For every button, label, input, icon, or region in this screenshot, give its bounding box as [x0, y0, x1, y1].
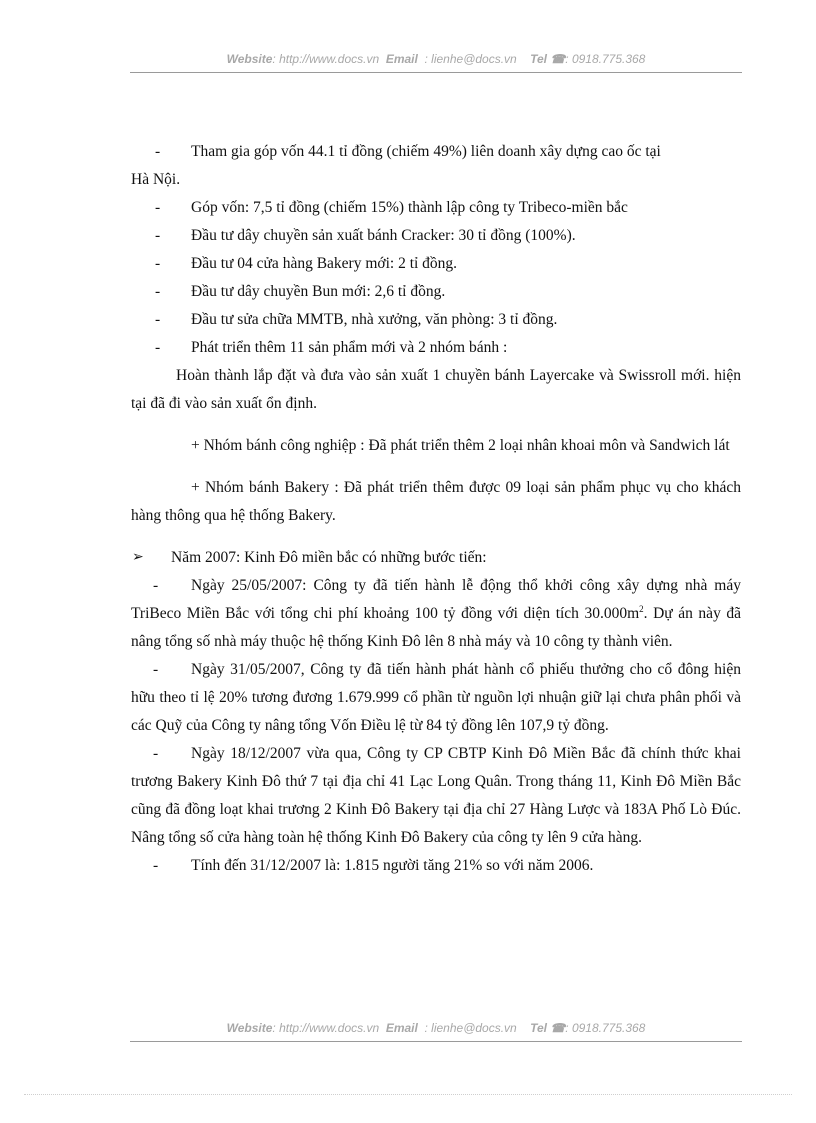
heading-text: Năm 2007: Kinh Đô miền bắc có những bước tiến:: [171, 549, 487, 566]
event-paragraph: [131, 740, 741, 852]
event-paragraph: [131, 656, 741, 740]
event-paragraph: [131, 572, 741, 656]
paragraph-layercake: Hoàn thành lắp đặt và đưa vào sản xuất 1 chuyền bánh Layercake và Swissroll mới. hiện tại đã đi vào sản xuất ổn định.: [131, 367, 741, 412]
list-item: [131, 306, 741, 334]
arrow-bullet-icon: ➢: [132, 550, 144, 565]
event-paragraph: [131, 852, 741, 880]
item-text: Phát triển thêm 11 sản phẩm mới và 2 nhóm bánh :: [191, 339, 508, 356]
list-item: [131, 278, 741, 306]
paragraph-bakery-cakes: + Nhóm bánh Bakery : Đã phát triển thêm được 09 loại sản phẩm phục vụ cho khách hàng thông qua hệ thống Bakery.: [131, 479, 741, 524]
item-continuation: Hà Nội.: [131, 171, 181, 188]
list-item: [131, 334, 741, 362]
event-text: Ngày 25/05/2007: Công ty đã tiến hành lễ động thổ khởi công xây dựng nhà máy TriBeco Miền Bắc với tổng chi phí khoảng 100 tỷ đồng với diện tích 30.000m: [131, 577, 741, 622]
dash-bullet: -: [155, 339, 161, 356]
footer-tel-label: Tel: [530, 1021, 547, 1035]
item-text: Đầu tư sửa chữa MMTB, nhà xưởng, văn phòng: 3 tỉ đồng.: [191, 311, 558, 328]
section-heading-2007: [131, 544, 741, 572]
footer-tel-number: : 0918.775.368: [565, 1021, 646, 1035]
list-item: [131, 222, 741, 250]
footer-email-address[interactable]: : lienhe@docs.vn: [424, 1021, 517, 1035]
header-email-address[interactable]: : lienhe@docs.vn: [424, 52, 517, 66]
list-item: [131, 138, 741, 166]
page-boundary: [24, 1094, 792, 1095]
footer-website-url[interactable]: : http://www.docs.vn: [272, 1021, 380, 1035]
event-text: Ngày 18/12/2007 vừa qua, Công ty CP CBTP Kinh Đô Miền Bắc đã chính thức khai trương Bakery Kinh Đô thứ 7 tại địa chỉ 41 Lạc Long Quân. Trong tháng 11, Kinh Đô Miền Bắc cũng đã đồng loạt khai trương 2 Kinh Đô Bakery tại địa chỉ 27 Hàng Lược và 183A Phố Lò Đúc. Nâng tổng số cửa hàng toàn hệ thống Kinh Đô Bakery của công ty lên 9 cửa hàng.: [131, 745, 741, 846]
dash-bullet: -: [155, 199, 161, 216]
page-header: [130, 52, 742, 66]
header-tel-number: : 0918.775.368: [565, 52, 646, 66]
paragraph-industrial-cakes: + Nhóm bánh công nghiệp : Đã phát triển thêm 2 loại nhân khoai môn và Sandwich lát: [191, 437, 730, 454]
dash-bullet: -: [155, 255, 161, 272]
dash-bullet: -: [155, 311, 161, 328]
header-website-url[interactable]: : http://www.docs.vn: [272, 52, 380, 66]
footer-website-label: Website: [226, 1021, 273, 1035]
dash-bullet: -: [153, 745, 159, 762]
item-text: Tham gia góp vốn 44.1 tỉ đồng (chiếm 49%) liên doanh xây dựng cao ốc tại: [191, 143, 661, 160]
dash-bullet: -: [155, 227, 161, 244]
event-text-tail: . Dự án này đã nâng tổng số nhà máy thuộc hệ thống Kinh Đô lên 8 nhà máy và 10 công ty thành viên.: [131, 605, 741, 650]
item-text: Góp vốn: 7,5 tỉ đồng (chiếm 15%) thành lập công ty Tribeco-miền bắc: [191, 199, 628, 216]
footer-rule: [130, 1041, 742, 1042]
header-tel-label: Tel: [530, 52, 547, 66]
dash-bullet: -: [155, 283, 161, 300]
superscript: 2: [639, 603, 644, 614]
dash-bullet: -: [155, 143, 161, 160]
header-email-label: Email: [385, 52, 418, 66]
footer-email-label: Email: [385, 1021, 418, 1035]
document-body: [131, 138, 741, 880]
header-website-label: Website: [226, 52, 273, 66]
dash-bullet: -: [153, 857, 159, 874]
dash-bullet: -: [153, 661, 159, 678]
item-text: Đầu tư dây chuyền sản xuất bánh Cracker: 30 tỉ đồng (100%).: [191, 227, 576, 244]
dash-bullet: -: [153, 577, 159, 594]
phone-icon: ☎: [550, 1021, 566, 1035]
event-text: Tính đến 31/12/2007 là: 1.815 người tăng 21% so với năm 2006.: [191, 857, 594, 874]
item-text: Đầu tư dây chuyền Bun mới: 2,6 tỉ đồng.: [191, 283, 446, 300]
event-text: Ngày 31/05/2007, Công ty đã tiến hành phát hành cổ phiếu thưởng cho cổ đông hiện hữu theo tỉ lệ 20% tương đương 1.679.999 cổ phần từ nguồn lợi nhuận giữ lại chưa phân phối và các Quỹ của Công ty nâng tổng Vốn Điều lệ từ 84 tỷ đồng lên 107,9 tỷ đồng.: [131, 661, 741, 734]
page-footer: [130, 1021, 742, 1035]
phone-icon: ☎: [550, 52, 566, 66]
list-item: [131, 250, 741, 278]
list-item: [131, 194, 741, 222]
header-rule: [130, 72, 742, 73]
item-text: Đầu tư 04 cửa hàng Bakery mới: 2 tỉ đồng.: [191, 255, 458, 272]
